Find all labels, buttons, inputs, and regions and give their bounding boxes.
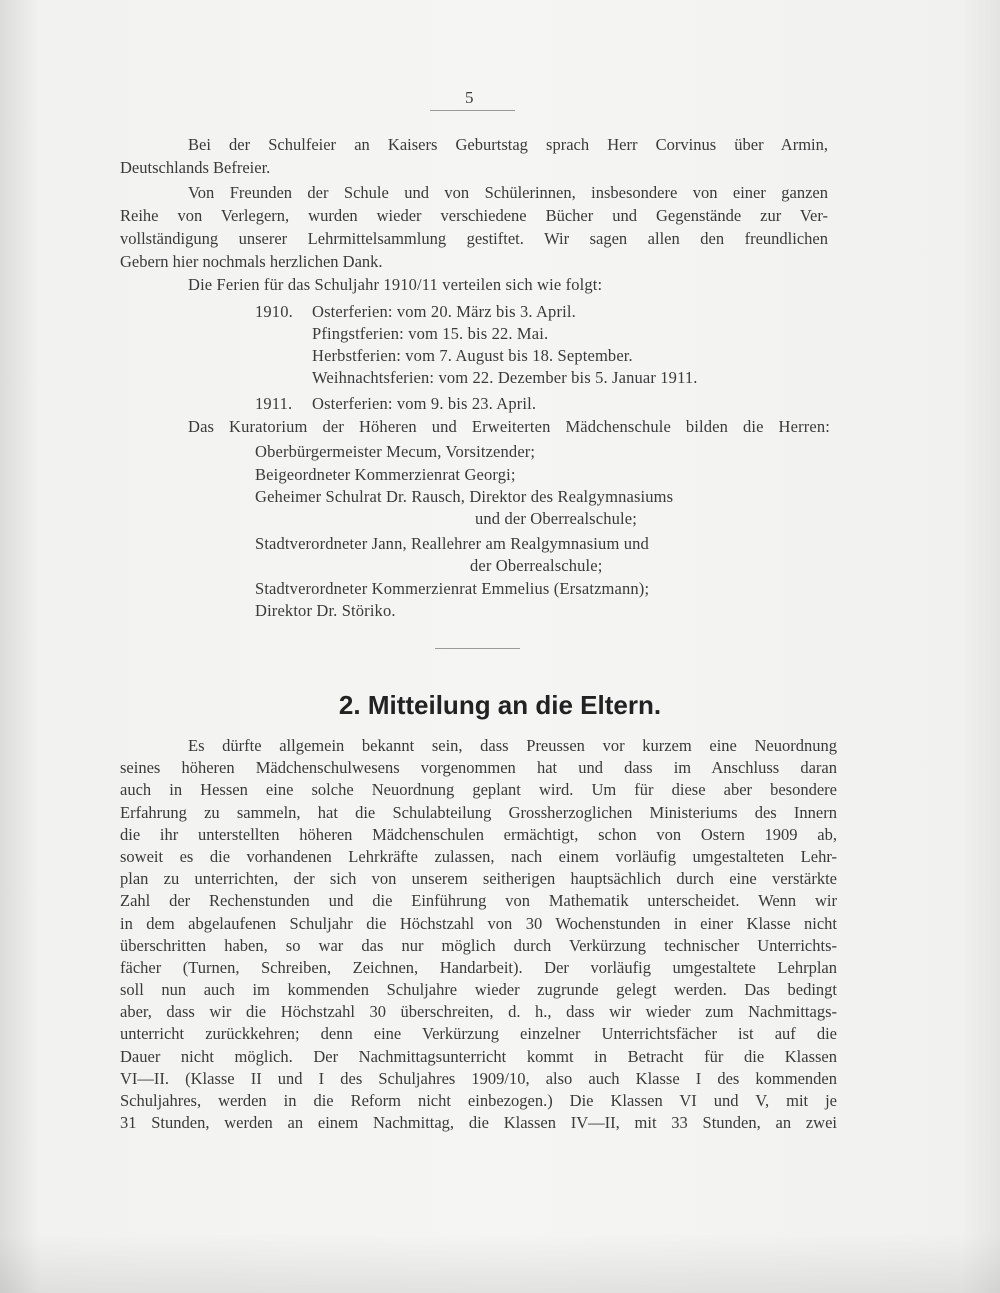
paragraph-schulfeier xyxy=(120,133,828,179)
paragraph-schenkungen xyxy=(120,181,828,273)
kuratorium-intro: Das Kuratorium der Höheren und Erweiterten Mädchenschule bilden die Herren: xyxy=(188,417,830,436)
kuratorium-member: Stadtverordneter Jann, Reallehrer am Realgymnasium und xyxy=(255,534,649,553)
text-line: Reihe von Verlegern, wurden wieder verschiedene Bücher und Gegenstände zur Ver- xyxy=(120,206,828,225)
kuratorium-member: Direktor Dr. Störiko. xyxy=(255,601,396,620)
text-line: aber, dass wir die Höchstzahl 30 überschreiten, d. h., dass wir wieder zum Nachmittags- xyxy=(120,1002,837,1022)
text-line: überschritten haben, so war das nur möglich durch Verkürzung technischer Unterrichts- xyxy=(120,935,837,955)
text-line: Dauer nicht möglich. Der Nachmittagsunterricht kommt in Betracht für die Klassen xyxy=(120,1046,837,1066)
kuratorium-member: Beigeordneter Kommerzienrat Georgi; xyxy=(255,465,516,484)
text-line: Schuljahres, werden in die Reform nicht einbezogen.) Die Klassen VI und V, mit je xyxy=(120,1091,837,1110)
kuratorium-member: Oberbürgermeister Mecum, Vorsitzender; xyxy=(255,442,536,461)
text-line: fächer (Turnen, Schreiben, Zeichnen, Handarbeit). Der vorläufig umgestaltete Lehrplan xyxy=(120,957,837,977)
ferien-entry: Osterferien: vom 20. März bis 3. April. xyxy=(312,302,576,321)
paragraph-mitteilung xyxy=(120,735,837,1134)
text-line: vollständigung unserer Lehrmittelsammlung gestiftet. Wir sagen allen den freundlichen xyxy=(120,229,828,248)
header-rule xyxy=(430,110,515,111)
section-heading: 2. Mitteilung an die Eltern. xyxy=(338,690,662,720)
kuratorium-member: Geheimer Schulrat Dr. Rausch, Direktor des Realgymnasiums xyxy=(255,487,674,506)
text-line: auch in Hessen eine solche Neuordnung geplant wird. Um für diese aber besondere xyxy=(120,780,837,800)
text-line: unterricht zurückkehren; denn eine Verkürzung einzelner Unterrichtsfächer ist auf die xyxy=(120,1024,837,1044)
text-line: seines höheren Mädchenschulwesens vorgenommen hat und dass im Anschluss daran xyxy=(120,758,837,778)
ferien-year: 1911. xyxy=(255,394,293,413)
ferien-intro: Die Ferien für das Schuljahr 1910/11 verteilen sich wie folgt: xyxy=(188,275,603,294)
text-line: die ihr unterstellten höheren Mädchenschulen ermächtigt, schon von Ostern 1909 ab, xyxy=(120,824,837,844)
text-line: soll nun auch im kommenden Schuljahre wieder zugrunde gelegt werden. Das bedingt xyxy=(120,980,837,1000)
text-line: VI—II. (Klasse II und I des Schuljahres 1909/10, also auch Klasse I des kommenden xyxy=(120,1068,837,1088)
ferien-entry: Osterferien: vom 9. bis 23. April. xyxy=(312,394,537,413)
text-line: Bei der Schulfeier an Kaisers Geburtstag sprach Herr Corvinus über Armin, xyxy=(188,135,828,154)
text-line: Deutschlands Befreier. xyxy=(120,158,271,177)
text-line: soweit es die vorhandenen Lehrkräfte zulassen, nach einem vorläufig umgestalteten Lehr- xyxy=(120,846,837,866)
ferien-year: 1910. xyxy=(255,302,293,321)
text-line: Gebern hier nochmals herzlichen Dank. xyxy=(120,252,383,271)
page-number: 5 xyxy=(465,88,474,107)
text-line: in dem abgelaufenen Schuljahr die Höchstzahl von 30 Wochenstunden in einer Klasse nicht xyxy=(120,913,837,933)
text-line: Erfahrung zu sammeln, hat die Schulabteilung Grossherzoglichen Ministeriums des Innern xyxy=(120,802,837,822)
text-line: Von Freunden der Schule und von Schülerinnen, insbesondere von einer ganzen xyxy=(188,183,828,202)
text-line: Zahl der Rechenstunden und die Einführung von Mathematik unterscheidet. Wenn wir xyxy=(120,891,837,911)
page-shadow xyxy=(0,1233,1000,1293)
kuratorium-member: der Oberrealschule; xyxy=(470,556,603,575)
kuratorium-member: und der Oberrealschule; xyxy=(475,509,637,528)
ferien-entry: Herbstferien: vom 7. August bis 18. September. xyxy=(312,346,633,365)
text-line: Es dürfte allgemein bekannt sein, dass Preussen vor kurzem eine Neuordnung xyxy=(188,736,837,755)
ferien-entry: Pfingstferien: vom 15. bis 22. Mai. xyxy=(312,324,549,343)
text-line: 31 Stunden, werden an einem Nachmittag, die Klassen IV—II, mit 33 Stunden, an zwei xyxy=(120,1113,837,1133)
ferien-entry: Weihnachtsferien: vom 22. Dezember bis 5. Januar 1911. xyxy=(312,368,698,387)
text-line: plan zu unterrichten, der sich von unserem seitherigen hauptsächlich durch eine verstärkte xyxy=(120,869,837,889)
section-divider xyxy=(435,648,520,649)
kuratorium-member: Stadtverordneter Kommerzienrat Emmelius (Ersatzmann); xyxy=(255,579,650,598)
